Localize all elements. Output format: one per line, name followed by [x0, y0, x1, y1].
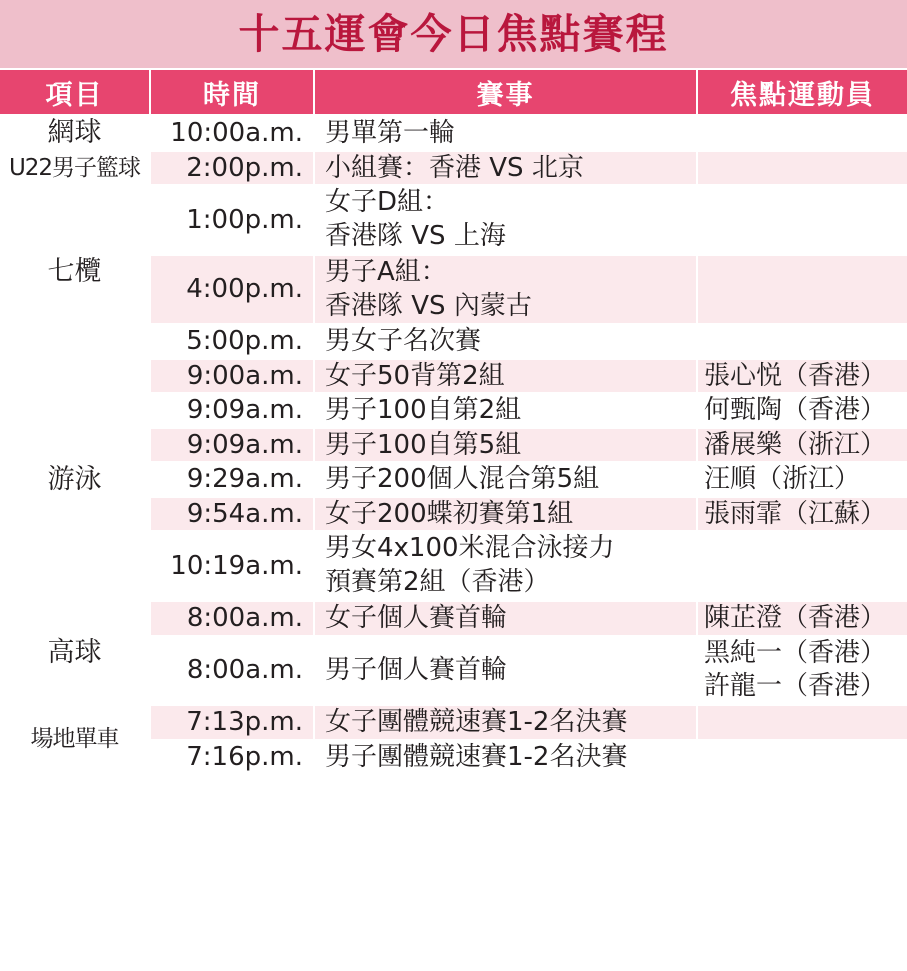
cell-athlete	[697, 531, 907, 601]
cell-athlete	[697, 115, 907, 151]
cell-sport-item: 場地單車	[0, 705, 150, 774]
cell-sport-item: 七欖	[0, 185, 150, 359]
table-row	[0, 185, 907, 255]
cell-time: 9:54a.m.	[150, 497, 314, 532]
table-row	[0, 705, 907, 740]
cell-time: 1:00p.m.	[150, 185, 314, 255]
cell-athlete: 何甄陶（香港）	[697, 393, 907, 428]
table-row	[0, 151, 907, 186]
page-title: 十五運會今日焦點賽程	[238, 9, 669, 58]
cell-time: 8:00a.m.	[150, 636, 314, 706]
cell-athlete	[697, 151, 907, 186]
cell-sport-item: 高球	[0, 601, 150, 705]
table-row	[0, 359, 907, 394]
cell-event: 男子團體競速賽1-2名決賽	[314, 740, 697, 775]
cell-event: 男子個人賽首輪	[314, 636, 697, 706]
cell-event: 男女4x100米混合泳接力 預賽第2組（香港）	[314, 531, 697, 601]
cell-athlete	[697, 740, 907, 775]
cell-time: 2:00p.m.	[150, 151, 314, 186]
column-header-event: 賽事	[314, 70, 697, 115]
cell-athlete: 汪順（浙江）	[697, 462, 907, 497]
cell-event: 男單第一輪	[314, 115, 697, 151]
cell-event: 女子團體競速賽1-2名決賽	[314, 705, 697, 740]
cell-time: 9:29a.m.	[150, 462, 314, 497]
cell-athlete: 張雨霏（江蘇）	[697, 497, 907, 532]
table-row	[0, 601, 907, 636]
cell-event: 男子A組： 香港隊 VS 內蒙古	[314, 255, 697, 325]
cell-sport-item: 游泳	[0, 359, 150, 601]
cell-athlete: 張心悦（香港）	[697, 359, 907, 394]
cell-athlete	[697, 185, 907, 255]
cell-event: 男子100自第5組	[314, 428, 697, 463]
cell-time: 7:16p.m.	[150, 740, 314, 775]
cell-time: 8:00a.m.	[150, 601, 314, 636]
cell-time: 9:09a.m.	[150, 428, 314, 463]
cell-event: 女子200蝶初賽第1組	[314, 497, 697, 532]
cell-event: 男子200個人混合第5組	[314, 462, 697, 497]
cell-sport-item: 網球	[0, 115, 150, 151]
cell-athlete	[697, 324, 907, 359]
cell-time: 10:00a.m.	[150, 115, 314, 151]
cell-sport-item: U22男子籃球	[0, 151, 150, 186]
column-header-item: 項目	[0, 70, 150, 115]
cell-athlete: 陳芷澄（香港）	[697, 601, 907, 636]
cell-time: 4:00p.m.	[150, 255, 314, 325]
column-header-time: 時間	[150, 70, 314, 115]
cell-event: 女子個人賽首輪	[314, 601, 697, 636]
schedule-table	[0, 70, 907, 775]
cell-event: 女子50背第2組	[314, 359, 697, 394]
table-row	[0, 115, 907, 151]
table-body	[0, 115, 907, 774]
cell-time: 9:00a.m.	[150, 359, 314, 394]
cell-event: 小組賽：香港 VS 北京	[314, 151, 697, 186]
cell-time: 10:19a.m.	[150, 531, 314, 601]
cell-athlete: 潘展樂（浙江）	[697, 428, 907, 463]
cell-athlete	[697, 255, 907, 325]
cell-event: 男女子名次賽	[314, 324, 697, 359]
cell-athlete	[697, 705, 907, 740]
cell-event: 男子100自第2組	[314, 393, 697, 428]
cell-athlete: 黑純一（香港） 許龍一（香港）	[697, 636, 907, 706]
cell-time: 5:00p.m.	[150, 324, 314, 359]
cell-time: 7:13p.m.	[150, 705, 314, 740]
table-header-row	[0, 70, 907, 115]
table-header	[0, 70, 907, 115]
cell-event: 女子D組： 香港隊 VS 上海	[314, 185, 697, 255]
cell-time: 9:09a.m.	[150, 393, 314, 428]
page-title-bar	[0, 0, 907, 70]
column-header-athlete: 焦點運動員	[697, 70, 907, 115]
